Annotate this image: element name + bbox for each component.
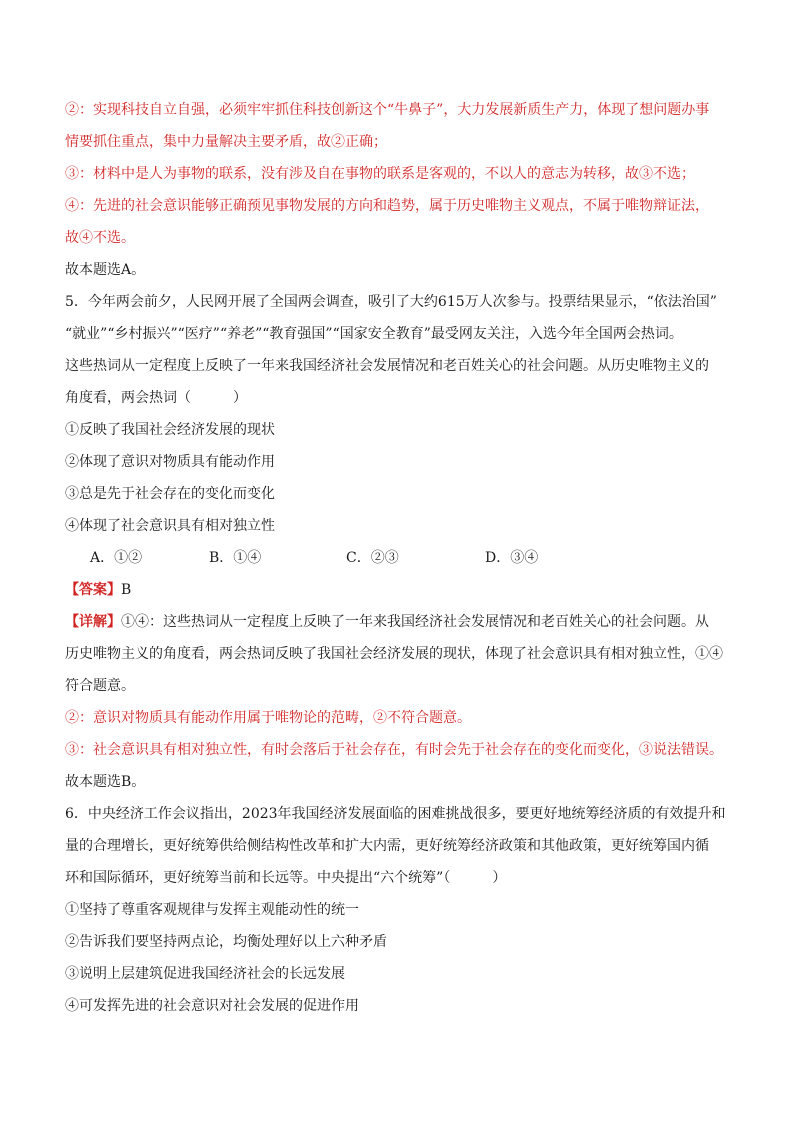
answer-line xyxy=(65,580,131,600)
detail-line xyxy=(65,612,709,632)
analysis-line: 故④不选。 xyxy=(65,230,135,246)
statement-item: ④可发挥先进的社会意识对社会发展的促进作用 xyxy=(65,998,359,1014)
analysis-line: ③：社会意识具有相对独立性，有时会落后于社会存在，有时会先于社会存在的变化而变化，③说法错误。 xyxy=(65,742,723,758)
statement-item: ④体现了社会意识具有相对独立性 xyxy=(65,518,275,534)
analysis-line: ②：实现科技自立自强，必须牢牢抓住科技创新这个“牛鼻子”，大力发展新质生产力，体现了想问题办事 xyxy=(65,102,710,118)
analysis-line: 情要抓住重点，集中力量解决主要矛盾，故②正确； xyxy=(65,134,387,150)
statement-item: ①坚持了尊重客观规律与发挥主观能动性的统一 xyxy=(65,902,359,918)
statement-item: ③总是先于社会存在的变化而变化 xyxy=(65,486,275,502)
detail-text: ①④：这些热词从一定程度上反映了一年来我国经济社会发展情况和老百姓关心的社会问题。从 xyxy=(121,614,709,630)
conclusion-text: 故本题选A。 xyxy=(65,262,146,278)
question-stem-line: 5．今年两会前夕，人民网开展了全国两会调查，吸引了大约615万人次参与。投票结果显示，“依法治国” xyxy=(65,294,717,310)
question-stem-line: 这些热词从一定程度上反映了一年来我国经济社会发展情况和老百姓关心的社会问题。从历史唯物主义的 xyxy=(65,358,709,374)
choice-option-d: D．③④ xyxy=(485,550,539,566)
statement-item: ②告诉我们要坚持两点论，均衡处理好以上六种矛盾 xyxy=(65,934,387,950)
choice-option-c: C．②③ xyxy=(346,550,399,566)
detail-tag: 【详解】 xyxy=(65,614,121,630)
analysis-line: ③：材料中是人为事物的联系，没有涉及自在事物的联系是客观的，不以人的意志为转移，故③不选； xyxy=(65,166,695,182)
question-stem-line: 6．中央经济工作会议指出，2023年我国经济发展面临的困难挑战很多，要更好地统筹经济质的有效提升和 xyxy=(65,806,726,822)
choice-option-a: A．①② xyxy=(90,550,143,566)
statement-item: ①反映了我国社会经济发展的现状 xyxy=(65,422,275,438)
question-stem-line: 角度看，两会热词（ ） xyxy=(65,390,247,406)
answer-value: B xyxy=(121,582,132,598)
detail-line: 符合题意。 xyxy=(65,678,135,694)
question-stem-line: “就业”“乡村振兴”“医疗”“养老”“教育强国”“国家安全教育”最受网友关注，入选今年全国两会热词。 xyxy=(65,326,683,342)
answer-tag: 【答案】 xyxy=(65,582,121,598)
analysis-line: ④：先进的社会意识能够正确预见事物发展的方向和趋势，属于历史唯物主义观点，不属于唯物辩证法， xyxy=(65,198,709,214)
statement-item: ③说明上层建筑促进我国经济社会的长远发展 xyxy=(65,966,345,982)
detail-line: 历史唯物主义的角度看，两会热词反映了我国社会经济发展的现状，体现了社会意识具有相对独立性，①④ xyxy=(65,646,723,662)
question-stem-line: 量的合理增长，更好统筹供给侧结构性改革和扩大内需，更好统筹经济政策和其他政策，更好统筹国内循 xyxy=(65,838,709,854)
conclusion-text: 故本题选B。 xyxy=(65,774,146,790)
analysis-line: ②：意识对物质具有能动作用属于唯物论的范畴，②不符合题意。 xyxy=(65,710,471,726)
question-stem-line: 环和国际循环，更好统筹当前和长远等。中央提出“六个统筹”（ ） xyxy=(65,870,507,886)
choice-option-b: B．①④ xyxy=(209,550,262,566)
statement-item: ②体现了意识对物质具有能动作用 xyxy=(65,454,275,470)
